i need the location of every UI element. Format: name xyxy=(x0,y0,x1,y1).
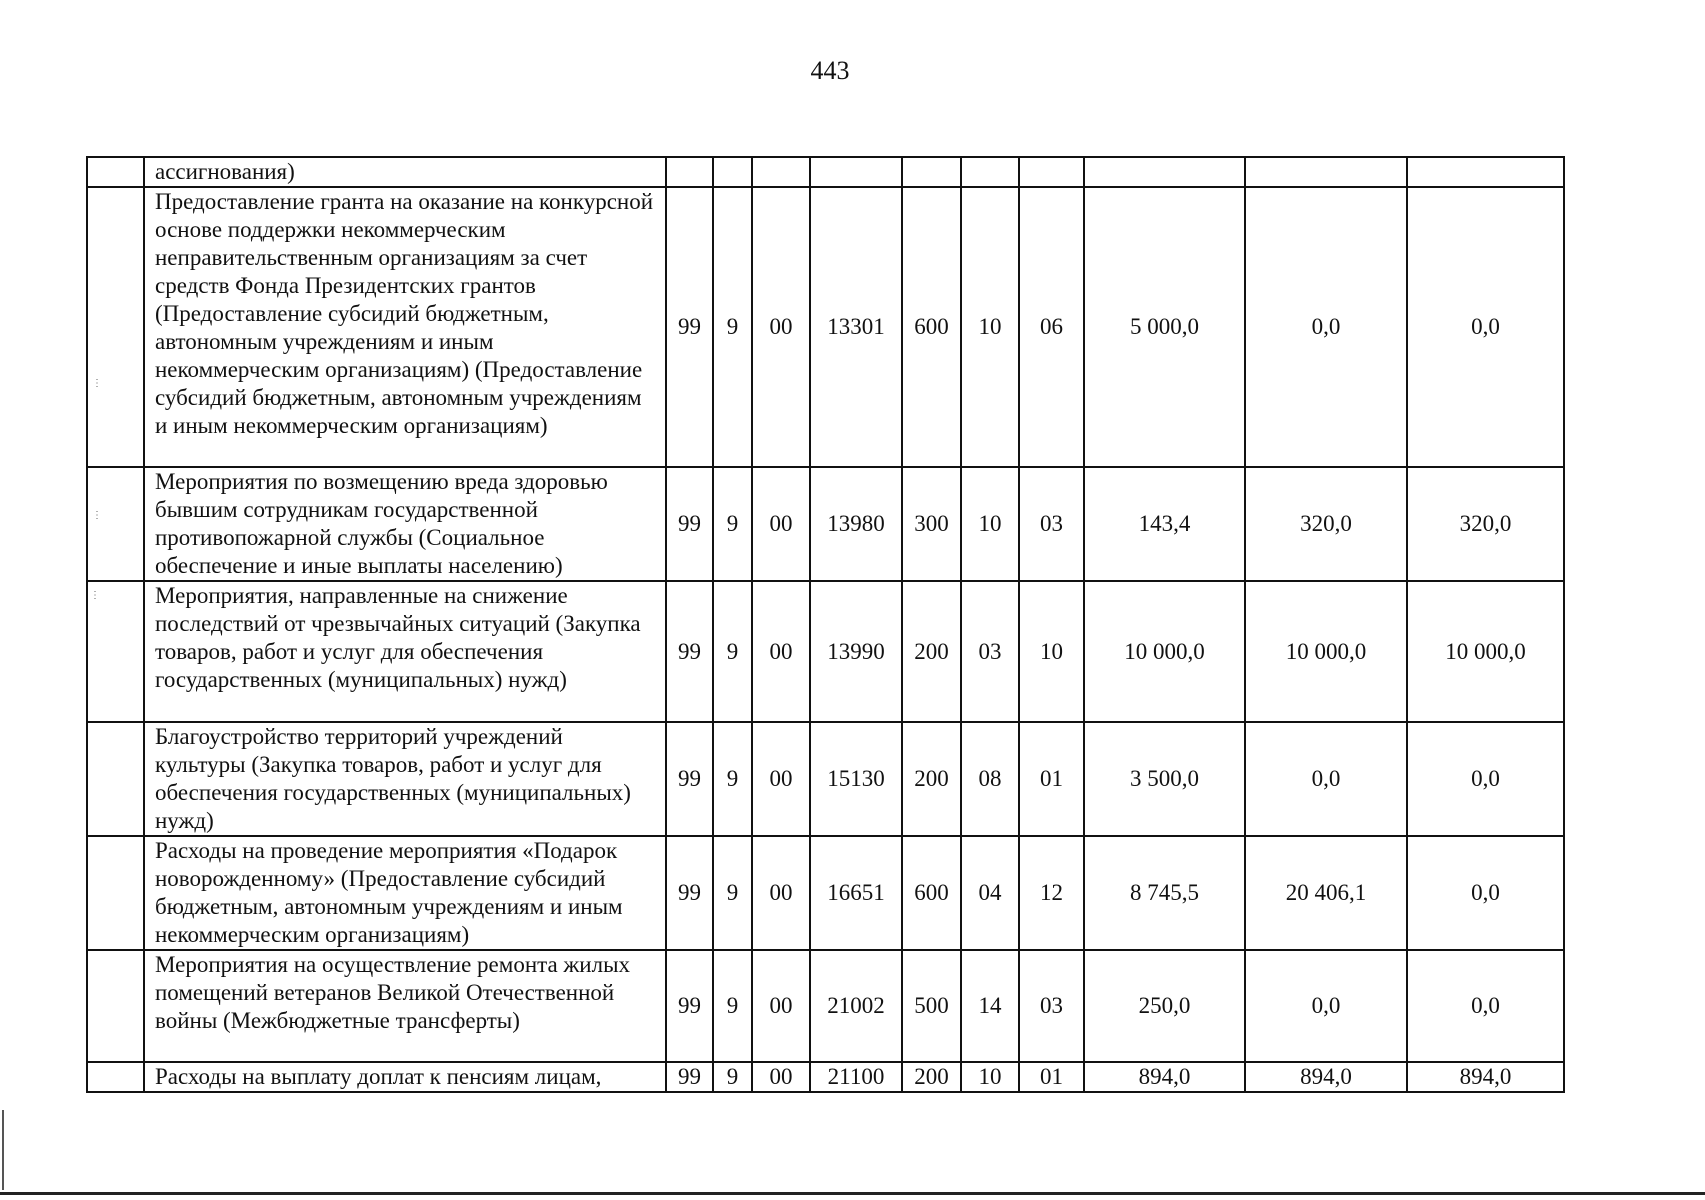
code-cell: 9 xyxy=(713,1062,752,1092)
amount-cell: 10 000,0 xyxy=(1245,581,1407,722)
code-cell: 06 xyxy=(1019,187,1084,467)
code-cell: 00 xyxy=(752,1062,810,1092)
code-cell: 99 xyxy=(666,836,713,950)
scan-bottom-edge xyxy=(0,1192,1705,1195)
amount-cell: 894,0 xyxy=(1407,1062,1564,1092)
amount-cell xyxy=(1407,157,1564,187)
code-cell: 300 xyxy=(902,467,961,581)
code-cell: 12 xyxy=(1019,836,1084,950)
expense-name-cell: Мероприятия на осуществление ремонта жилых помещений ветеранов Великой Отечественной войны (Межбюджетные трансферты) xyxy=(144,950,666,1062)
code-cell: 04 xyxy=(961,836,1019,950)
table-row xyxy=(87,836,1564,950)
code-cell: 9 xyxy=(713,836,752,950)
code-cell xyxy=(1019,157,1084,187)
amount-cell: 5 000,0 xyxy=(1084,187,1245,467)
scan-edge-mark xyxy=(2,1110,4,1190)
code-cell xyxy=(810,157,902,187)
amount-cell: 10 000,0 xyxy=(1084,581,1245,722)
code-cell: 08 xyxy=(961,722,1019,836)
table-row xyxy=(87,950,1564,1062)
amount-cell: 143,4 xyxy=(1084,467,1245,581)
code-cell xyxy=(666,157,713,187)
code-cell: 00 xyxy=(752,467,810,581)
amount-cell: 0,0 xyxy=(1407,722,1564,836)
margin-mark: ⋮ xyxy=(90,590,100,601)
amount-cell: 894,0 xyxy=(1245,1062,1407,1092)
code-cell: 99 xyxy=(666,950,713,1062)
code-cell: 15130 xyxy=(810,722,902,836)
amount-cell: 0,0 xyxy=(1245,187,1407,467)
row-index-cell xyxy=(87,836,144,950)
amount-cell: 0,0 xyxy=(1407,187,1564,467)
expense-name-cell: Благоустройство территорий учреждений культуры (Закупка товаров, работ и услуг для обеспечения государственных (муниципальных) нужд) xyxy=(144,722,666,836)
budget-table xyxy=(86,156,1565,1093)
code-cell: 10 xyxy=(1019,581,1084,722)
code-cell: 9 xyxy=(713,950,752,1062)
amount-cell: 20 406,1 xyxy=(1245,836,1407,950)
table-row xyxy=(87,187,1564,467)
code-cell: 99 xyxy=(666,187,713,467)
code-cell: 99 xyxy=(666,581,713,722)
row-index-cell xyxy=(87,157,144,187)
amount-cell: 0,0 xyxy=(1245,950,1407,1062)
row-index-cell xyxy=(87,581,144,722)
code-cell: 10 xyxy=(961,187,1019,467)
code-cell xyxy=(713,157,752,187)
code-cell: 99 xyxy=(666,1062,713,1092)
code-cell: 99 xyxy=(666,467,713,581)
code-cell: 03 xyxy=(961,581,1019,722)
code-cell: 01 xyxy=(1019,1062,1084,1092)
expense-name-cell: Расходы на выплату доплат к пенсиям лицам, xyxy=(144,1062,666,1092)
expense-name-cell: Расходы на проведение мероприятия «Подарок новорожденному» (Предоставление субсидий бюджетным, автономным учреждениям и иным некоммерческим организациям) xyxy=(144,836,666,950)
code-cell: 500 xyxy=(902,950,961,1062)
amount-cell: 894,0 xyxy=(1084,1062,1245,1092)
code-cell: 10 xyxy=(961,467,1019,581)
table-row xyxy=(87,581,1564,722)
code-cell: 9 xyxy=(713,722,752,836)
code-cell: 01 xyxy=(1019,722,1084,836)
code-cell: 9 xyxy=(713,467,752,581)
amount-cell: 250,0 xyxy=(1084,950,1245,1062)
code-cell xyxy=(752,157,810,187)
expense-name-cell: ассигнования) xyxy=(144,157,666,187)
amount-cell: 3 500,0 xyxy=(1084,722,1245,836)
code-cell xyxy=(961,157,1019,187)
amount-cell: 0,0 xyxy=(1407,950,1564,1062)
code-cell: 21002 xyxy=(810,950,902,1062)
table-row xyxy=(87,1062,1564,1092)
code-cell: 200 xyxy=(902,581,961,722)
code-cell: 00 xyxy=(752,722,810,836)
expense-name-cell: Предоставление гранта на оказание на конкурсной основе поддержки некоммерческим неправительственным организациям за счет средств Фонда Президентских грантов (Предоставление субсидий бюджетным, автономным учреждениям и иным некоммерческим организациям) (Предоставление субсидий бюджетным, автономным учреждениям и иным некоммерческим организациям) xyxy=(144,187,666,467)
amount-cell: 0,0 xyxy=(1245,722,1407,836)
row-index-cell xyxy=(87,1062,144,1092)
table-row xyxy=(87,722,1564,836)
code-cell: 00 xyxy=(752,581,810,722)
code-cell: 13980 xyxy=(810,467,902,581)
margin-mark: ⋮ xyxy=(92,378,102,389)
code-cell: 13990 xyxy=(810,581,902,722)
margin-mark: ⋮ xyxy=(92,510,102,521)
code-cell: 03 xyxy=(1019,467,1084,581)
code-cell: 9 xyxy=(713,581,752,722)
code-cell: 600 xyxy=(902,836,961,950)
code-cell: 14 xyxy=(961,950,1019,1062)
code-cell: 13301 xyxy=(810,187,902,467)
row-index-cell xyxy=(87,722,144,836)
code-cell: 200 xyxy=(902,1062,961,1092)
code-cell: 21100 xyxy=(810,1062,902,1092)
amount-cell: 8 745,5 xyxy=(1084,836,1245,950)
code-cell: 16651 xyxy=(810,836,902,950)
amount-cell: 0,0 xyxy=(1407,836,1564,950)
row-index-cell xyxy=(87,467,144,581)
table-row xyxy=(87,467,1564,581)
amount-cell xyxy=(1245,157,1407,187)
code-cell: 00 xyxy=(752,950,810,1062)
row-index-cell xyxy=(87,187,144,467)
code-cell: 9 xyxy=(713,187,752,467)
code-cell: 99 xyxy=(666,722,713,836)
code-cell: 03 xyxy=(1019,950,1084,1062)
code-cell xyxy=(902,157,961,187)
code-cell: 00 xyxy=(752,187,810,467)
amount-cell xyxy=(1084,157,1245,187)
page-number: 443 xyxy=(810,56,850,85)
amount-cell: 320,0 xyxy=(1245,467,1407,581)
code-cell: 10 xyxy=(961,1062,1019,1092)
expense-name-cell: Мероприятия, направленные на снижение последствий от чрезвычайных ситуаций (Закупка товаров, работ и услуг для обеспечения государственных (муниципальных) нужд) xyxy=(144,581,666,722)
amount-cell: 320,0 xyxy=(1407,467,1564,581)
table-row xyxy=(87,157,1564,187)
code-cell: 00 xyxy=(752,836,810,950)
amount-cell: 10 000,0 xyxy=(1407,581,1564,722)
code-cell: 200 xyxy=(902,722,961,836)
expense-name-cell: Мероприятия по возмещению вреда здоровью бывшим сотрудникам государственной противопожарной службы (Социальное обеспечение и иные выплаты населению) xyxy=(144,467,666,581)
row-index-cell xyxy=(87,950,144,1062)
code-cell: 600 xyxy=(902,187,961,467)
